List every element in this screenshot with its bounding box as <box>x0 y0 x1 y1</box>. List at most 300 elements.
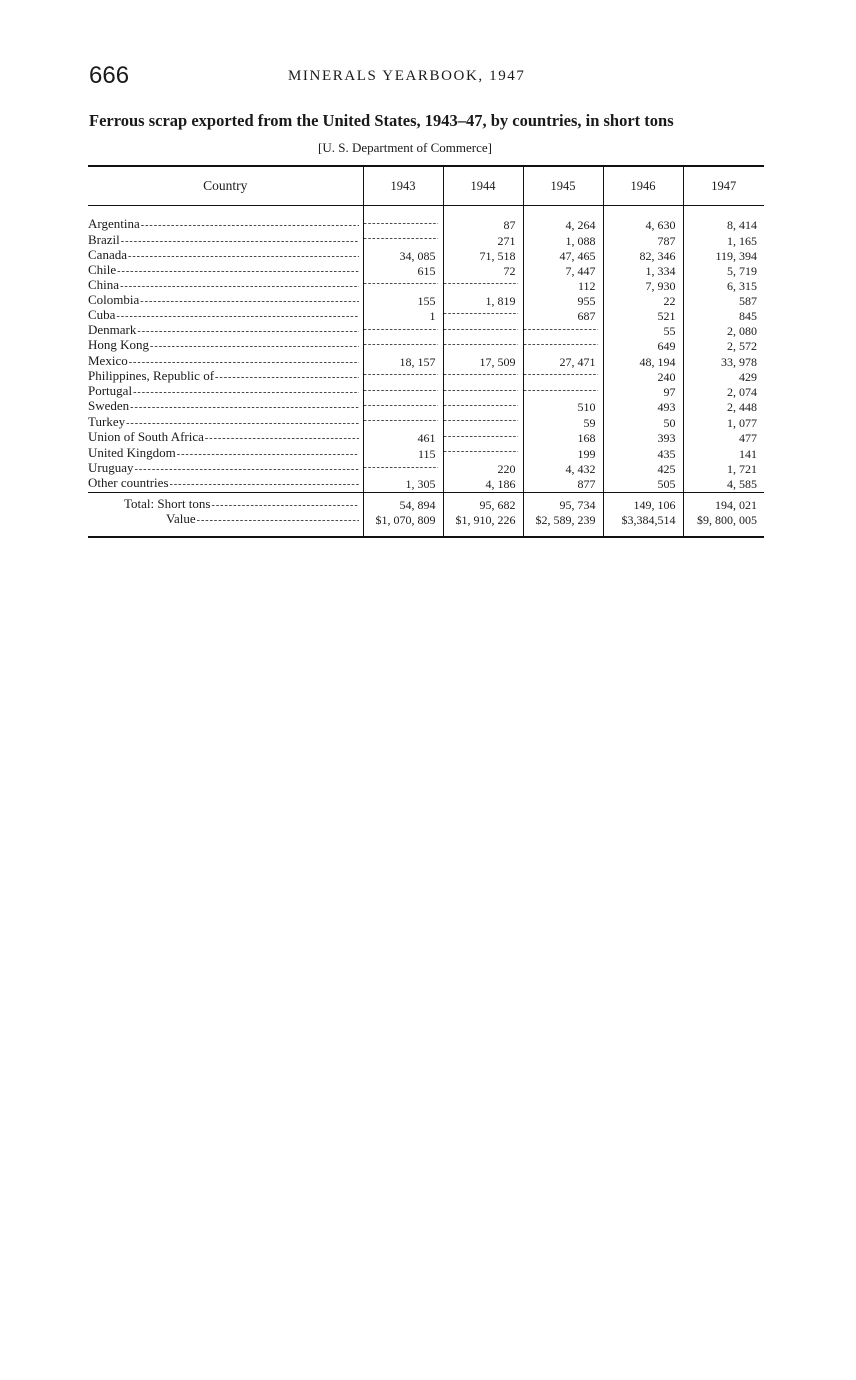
dot-leader <box>141 220 359 233</box>
row-label <box>88 400 359 415</box>
value-cell <box>523 218 603 233</box>
dot-leader <box>116 311 358 324</box>
spacer-row <box>88 206 764 219</box>
dash-leader <box>364 462 438 475</box>
page-number: 666 <box>89 62 130 89</box>
cell-value: 141 <box>739 446 757 461</box>
table-row <box>88 477 764 492</box>
cell-value: 220 <box>497 462 516 477</box>
cell-value: 115 <box>417 446 436 461</box>
dot-leader <box>150 341 358 354</box>
cell-value: $9, 800, 005 <box>697 512 757 527</box>
value-cell <box>523 324 603 339</box>
value-cell <box>363 385 443 400</box>
table-row <box>88 324 764 339</box>
data-table-container <box>88 165 764 538</box>
total-row <box>88 492 764 513</box>
row-label-cell <box>88 294 363 309</box>
value-cell <box>363 400 443 415</box>
cell-value: 50 <box>663 415 676 430</box>
row-label-cell <box>88 355 363 370</box>
cell-value: 71, 518 <box>479 248 516 263</box>
cell-value: 477 <box>739 431 757 446</box>
value-cell <box>443 278 523 293</box>
dash-leader <box>444 400 518 413</box>
value-cell <box>523 385 603 400</box>
dot-leader <box>170 479 359 492</box>
dot-leader <box>133 387 358 400</box>
value-cell <box>523 294 603 309</box>
row-label-text: Denmark <box>88 323 137 338</box>
dot-leader <box>140 296 358 309</box>
cell-value: 119, 394 <box>715 248 757 263</box>
cell-value: 787 <box>657 233 676 248</box>
cell-value: 54, 894 <box>399 497 436 512</box>
value-cell <box>363 249 443 264</box>
cell-value: 17, 509 <box>479 354 516 369</box>
value-cell <box>363 218 443 233</box>
value-cell <box>443 492 523 513</box>
table-row <box>88 431 764 446</box>
value-cell <box>523 446 603 461</box>
table-row <box>88 249 764 264</box>
row-label <box>88 477 359 492</box>
value-cell <box>683 355 764 370</box>
row-label-cell <box>88 415 363 430</box>
column-header-country: Country <box>203 178 248 193</box>
cell-value: 95, 734 <box>559 497 596 512</box>
cell-value: 2, 080 <box>727 324 757 339</box>
cell-value: 2, 448 <box>727 400 757 415</box>
value-cell <box>603 369 683 384</box>
value-cell <box>603 415 683 430</box>
value-cell <box>683 446 764 461</box>
dot-leader <box>120 281 358 294</box>
value-cell <box>363 308 443 323</box>
value-cell <box>603 249 683 264</box>
row-label <box>88 497 359 513</box>
dash-leader <box>444 324 518 337</box>
row-label-text: Portugal <box>88 384 133 398</box>
cell-value: 8, 414 <box>727 218 757 233</box>
value-cell <box>523 415 603 430</box>
cell-value: 271 <box>497 233 516 248</box>
cell-value: 845 <box>739 308 757 323</box>
dot-leader <box>197 515 359 528</box>
dot-leader <box>135 464 359 477</box>
cell-value: 510 <box>577 400 596 415</box>
value-cell <box>443 294 523 309</box>
cell-value: 1, 334 <box>645 263 676 278</box>
cell-value: 6, 315 <box>727 278 757 293</box>
row-label <box>88 416 359 431</box>
row-label <box>88 218 359 233</box>
value-cell <box>363 513 443 528</box>
total-row <box>88 513 764 528</box>
row-label-text: China <box>88 278 120 292</box>
value-cell <box>603 431 683 446</box>
cell-value: $2, 589, 239 <box>535 512 596 527</box>
value-cell <box>363 278 443 293</box>
table-bottom-rule <box>88 537 764 538</box>
cell-value: 429 <box>739 369 757 384</box>
row-label-text: Hong Kong <box>88 339 150 353</box>
value-cell <box>603 218 683 233</box>
row-label-text: Canada <box>88 248 127 262</box>
row-label <box>88 462 359 477</box>
cell-value: 425 <box>657 462 676 477</box>
row-label <box>88 385 359 400</box>
value-cell <box>523 369 603 384</box>
cell-value: 22 <box>663 293 676 308</box>
cell-value: 687 <box>577 308 596 323</box>
cell-value: 877 <box>577 477 596 492</box>
value-cell <box>683 477 764 492</box>
cell-value: 1, 819 <box>485 293 516 308</box>
dot-leader <box>215 372 358 385</box>
cell-value: 4, 432 <box>565 462 596 477</box>
cell-value: 521 <box>657 308 676 323</box>
dash-leader <box>364 339 438 352</box>
cell-value: 615 <box>417 263 436 278</box>
value-cell <box>603 400 683 415</box>
row-label <box>88 447 359 462</box>
dash-leader <box>444 415 518 428</box>
row-label-text: Colombia <box>88 293 140 307</box>
row-label-cell <box>88 264 363 279</box>
value-cell <box>603 513 683 528</box>
dot-leader <box>121 236 359 249</box>
value-cell <box>523 249 603 264</box>
column-header-1944: 1944 <box>443 166 523 206</box>
cell-value: 649 <box>657 339 676 354</box>
value-cell <box>443 264 523 279</box>
table-row <box>88 462 764 477</box>
value-cell <box>443 446 523 461</box>
cell-value: 461 <box>417 431 436 446</box>
cell-value: 1, 165 <box>727 233 757 248</box>
cell-value: 4, 630 <box>645 218 676 233</box>
dot-leader <box>211 499 358 513</box>
column-header-1946: 1946 <box>603 166 683 206</box>
value-cell <box>523 513 603 528</box>
dash-leader <box>364 385 438 398</box>
dash-leader <box>444 369 518 382</box>
row-label-text: Mexico <box>88 354 128 368</box>
value-cell <box>523 400 603 415</box>
value-cell <box>603 385 683 400</box>
cell-value: 33, 978 <box>721 354 757 369</box>
dot-leader <box>126 418 358 431</box>
value-cell <box>523 462 603 477</box>
dash-leader <box>364 218 438 231</box>
cell-value: 435 <box>657 446 676 461</box>
cell-value: 149, 106 <box>633 497 676 512</box>
value-cell <box>363 339 443 354</box>
column-header-1943: 1943 <box>363 166 443 206</box>
value-cell <box>603 462 683 477</box>
cell-value: 393 <box>657 431 676 446</box>
value-cell <box>443 324 523 339</box>
value-cell <box>443 339 523 354</box>
row-label <box>88 370 359 385</box>
dash-leader <box>444 278 518 291</box>
value-cell <box>363 294 443 309</box>
value-cell <box>443 385 523 400</box>
cell-value: 18, 157 <box>399 354 436 369</box>
value-cell <box>683 278 764 293</box>
row-label-text: Total: Short tons <box>124 495 211 511</box>
value-cell <box>683 294 764 309</box>
cell-value: 2, 074 <box>727 385 757 399</box>
row-label-cell <box>88 446 363 461</box>
row-label-text: Cuba <box>88 308 116 322</box>
row-label <box>88 309 359 324</box>
row-label <box>88 249 359 264</box>
value-cell <box>603 492 683 513</box>
table-row <box>88 385 764 400</box>
value-cell <box>363 431 443 446</box>
row-label-cell <box>88 278 363 293</box>
cell-value: 59 <box>583 415 596 430</box>
cell-value: 55 <box>663 324 676 339</box>
row-label <box>88 324 359 339</box>
value-cell <box>683 218 764 233</box>
value-cell <box>523 355 603 370</box>
row-label-cell <box>88 369 363 384</box>
dash-leader <box>364 324 438 337</box>
value-cell <box>683 400 764 415</box>
dot-leader <box>137 326 358 339</box>
cell-value: 505 <box>657 477 676 492</box>
value-cell <box>443 369 523 384</box>
row-label-text: Value <box>166 512 196 526</box>
dot-leader <box>129 357 359 370</box>
cell-value: $1, 910, 226 <box>455 512 516 527</box>
value-cell <box>443 415 523 430</box>
value-cell <box>603 278 683 293</box>
row-label-text: Turkey <box>88 415 126 429</box>
value-cell <box>683 431 764 446</box>
row-label-text: Uruguay <box>88 461 134 476</box>
value-cell <box>683 492 764 513</box>
value-cell <box>443 462 523 477</box>
value-cell <box>523 492 603 513</box>
value-cell <box>443 400 523 415</box>
row-label-cell <box>88 400 363 415</box>
table-title: Ferrous scrap exported from the United States, 1943–47, by countries, in short tons <box>89 111 674 130</box>
value-cell <box>603 339 683 354</box>
row-label-text: Other countries <box>88 477 169 491</box>
row-label-cell <box>88 477 363 492</box>
row-label-text: Chile <box>88 263 117 277</box>
table-row <box>88 294 764 309</box>
dash-leader <box>444 431 518 444</box>
table-header-row <box>88 166 764 206</box>
dot-leader <box>117 266 358 279</box>
column-header-1945: 1945 <box>523 166 603 206</box>
table-row <box>88 339 764 354</box>
cell-value: 1 <box>429 308 436 323</box>
value-cell <box>683 369 764 384</box>
dash-leader <box>364 369 438 382</box>
cell-value: 5, 719 <box>727 263 757 278</box>
running-head: MINERALS YEARBOOK, 1947 <box>288 68 526 84</box>
value-cell <box>443 249 523 264</box>
row-label <box>88 279 359 294</box>
table-row <box>88 308 764 323</box>
dash-leader <box>524 369 598 382</box>
value-cell <box>443 431 523 446</box>
value-cell <box>523 339 603 354</box>
row-label-cell <box>88 233 363 248</box>
source-note: [U. S. Department of Commerce] <box>318 140 493 155</box>
value-cell <box>363 477 443 492</box>
row-label <box>88 234 359 249</box>
cell-value: 168 <box>577 431 596 446</box>
value-cell <box>363 264 443 279</box>
cell-value: $3,384,514 <box>621 512 676 527</box>
dot-leader <box>128 251 359 264</box>
value-cell <box>603 477 683 492</box>
value-cell <box>443 308 523 323</box>
value-cell <box>603 324 683 339</box>
value-cell <box>443 477 523 492</box>
value-cell <box>363 233 443 248</box>
dash-leader <box>364 400 438 413</box>
table-row <box>88 400 764 415</box>
table-row <box>88 446 764 461</box>
value-cell <box>603 355 683 370</box>
table-row <box>88 278 764 293</box>
value-cell <box>523 233 603 248</box>
dot-leader <box>130 402 358 415</box>
value-cell <box>683 233 764 248</box>
value-cell <box>363 492 443 513</box>
value-cell <box>443 513 523 528</box>
row-label-text: United Kingdom <box>88 446 176 460</box>
row-label <box>88 431 359 446</box>
row-label-text: Brazil <box>88 233 120 247</box>
value-cell <box>683 339 764 354</box>
row-label-cell <box>88 431 363 446</box>
value-cell <box>683 308 764 323</box>
cell-value: 1, 077 <box>727 415 757 430</box>
row-label <box>88 513 359 528</box>
cell-value: 27, 471 <box>559 354 596 369</box>
value-cell <box>683 415 764 430</box>
cell-value: 199 <box>577 446 596 461</box>
value-cell <box>363 446 443 461</box>
value-cell <box>603 264 683 279</box>
value-cell <box>443 233 523 248</box>
cell-value: 1, 305 <box>405 477 436 492</box>
value-cell <box>603 294 683 309</box>
value-cell <box>603 233 683 248</box>
cell-value: 194, 021 <box>715 497 757 512</box>
cell-value: 47, 465 <box>559 248 596 263</box>
value-cell <box>443 218 523 233</box>
cell-value: 7, 930 <box>645 278 676 293</box>
cell-value: 82, 346 <box>639 248 676 263</box>
row-label-cell <box>88 462 363 477</box>
row-label-cell <box>88 249 363 264</box>
cell-value: $1, 070, 809 <box>375 512 436 527</box>
row-label-text: Philippines, Republic of <box>88 369 215 383</box>
cell-value: 2, 572 <box>727 339 757 354</box>
cell-value: 4, 264 <box>565 218 596 233</box>
row-label <box>88 355 359 370</box>
value-cell <box>683 385 764 400</box>
value-cell <box>603 308 683 323</box>
cell-value: 493 <box>657 400 676 415</box>
cell-value: 955 <box>577 293 596 308</box>
cell-value: 95, 682 <box>479 497 516 512</box>
cell-value: 240 <box>657 369 676 384</box>
row-label-cell <box>88 385 363 400</box>
value-cell <box>363 324 443 339</box>
cell-value: 4, 585 <box>727 477 757 492</box>
dot-leader <box>205 433 359 446</box>
table-row <box>88 264 764 279</box>
cell-value: 4, 186 <box>485 477 516 492</box>
value-cell <box>443 355 523 370</box>
table-row <box>88 233 764 248</box>
row-label-cell <box>88 308 363 323</box>
row-label-cell <box>88 513 363 528</box>
ferrous-scrap-table <box>88 165 764 538</box>
row-label-text: Union of South Africa <box>88 430 204 445</box>
dash-leader <box>524 385 598 398</box>
table-row <box>88 355 764 370</box>
cell-value: 1, 721 <box>727 462 757 477</box>
row-label <box>88 264 359 279</box>
value-cell <box>603 446 683 461</box>
dash-leader <box>524 324 598 337</box>
value-cell <box>523 264 603 279</box>
dash-leader <box>364 415 438 428</box>
cell-value: 112 <box>577 278 596 293</box>
row-label-text: Sweden <box>88 400 130 414</box>
row-label-text: Argentina <box>88 218 140 232</box>
cell-value: 48, 194 <box>639 354 676 369</box>
cell-value: 155 <box>417 293 436 308</box>
row-label-cell <box>88 324 363 339</box>
dot-leader <box>177 449 359 462</box>
spacer-row <box>88 528 764 537</box>
dash-leader <box>444 308 518 321</box>
column-header-1947: 1947 <box>683 166 764 206</box>
row-label-cell <box>88 339 363 354</box>
cell-value: 1, 088 <box>565 233 596 248</box>
value-cell <box>523 477 603 492</box>
value-cell <box>683 513 764 528</box>
value-cell <box>363 355 443 370</box>
value-cell <box>683 462 764 477</box>
row-label-cell <box>88 492 363 513</box>
value-cell <box>683 264 764 279</box>
cell-value: 34, 085 <box>399 248 436 263</box>
dash-leader <box>444 446 518 459</box>
value-cell <box>523 308 603 323</box>
dash-leader <box>524 339 598 352</box>
dash-leader <box>364 278 438 291</box>
table-row <box>88 218 764 233</box>
row-label <box>88 339 359 354</box>
dash-leader <box>364 233 438 246</box>
value-cell <box>523 278 603 293</box>
dash-leader <box>444 339 518 352</box>
